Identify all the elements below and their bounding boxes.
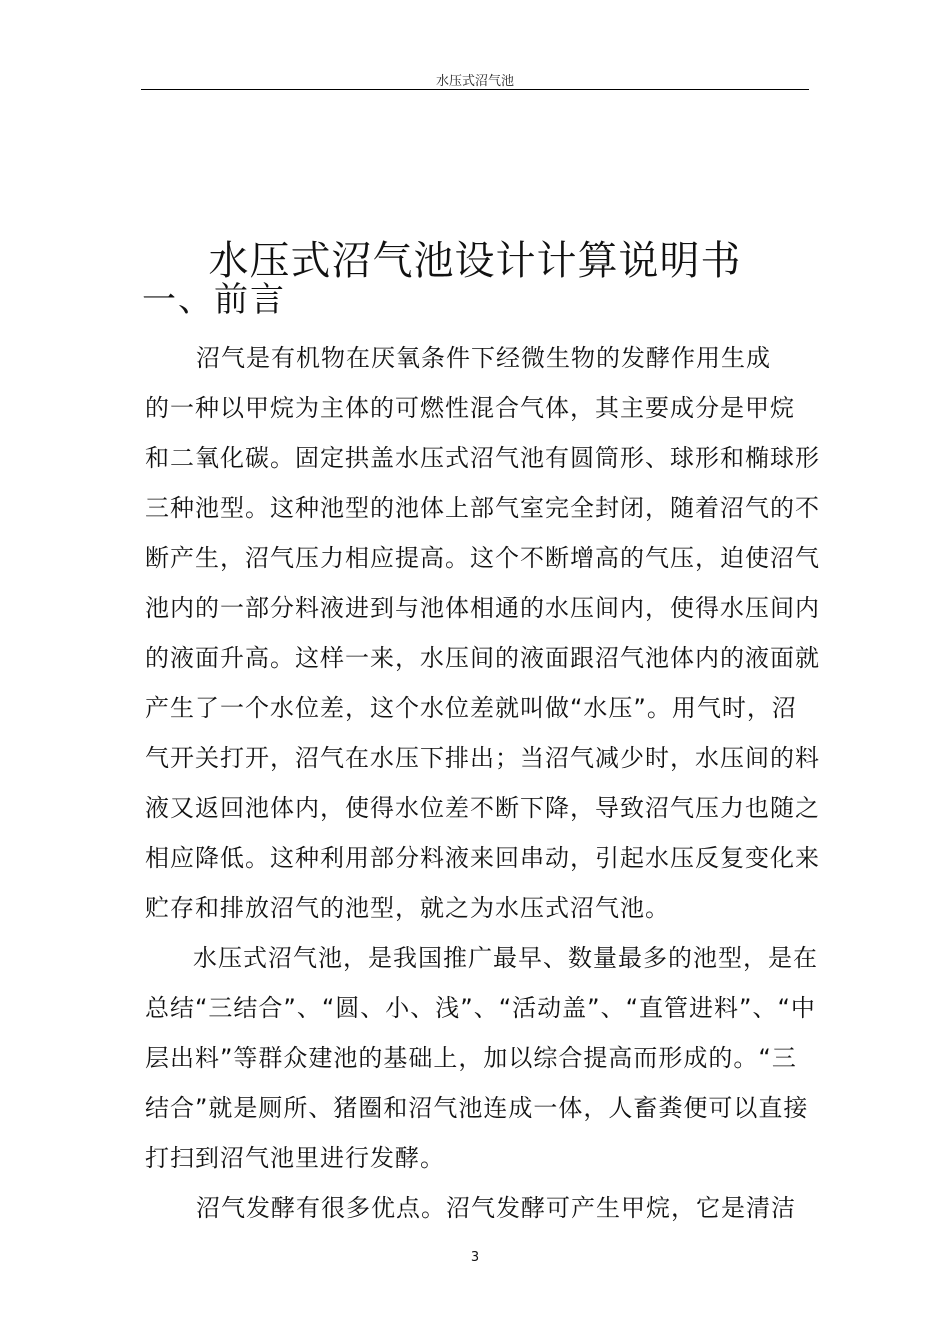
text-line: 的一种以甲烷为主体的可燃性混合气体，其主要成分是甲烷 <box>145 394 795 422</box>
text-line: 层出料”等群众建池的基础上，加以综合提高而形成的。“三 <box>145 1044 797 1072</box>
header-title: 水压式沼气池 <box>435 74 514 89</box>
text-line: 产生了一个水位差，这个水位差就叫做“水压”。用气时，沼 <box>145 694 797 722</box>
text-line: 贮存和排放沼气的池型，就之为水压式沼气池。 <box>145 894 670 922</box>
page-number: 3 <box>470 1250 480 1265</box>
text-line: 沼气发酵有很多优点。沼气发酵可产生甲烷，它是清洁 <box>196 1194 796 1222</box>
text-line: 结合”就是厕所、猪圈和沼气池连成一体，人畜粪便可以直接 <box>145 1094 809 1122</box>
text-line: 池内的一部分料液进到与池体相通的水压间内，使得水压间内 <box>145 594 820 622</box>
section-heading-preface: 一、前言 <box>142 280 286 320</box>
text-line: 的液面升高。这样一来，水压间的液面跟沼气池体内的液面就 <box>145 644 820 672</box>
text-line: 三种池型。这种池型的池体上部气室完全封闭，随着沼气的不 <box>145 494 820 522</box>
text-line: 打扫到沼气池里进行发酵。 <box>145 1144 445 1172</box>
text-line: 沼气是有机物在厌氧条件下经微生物的发酵作用生成 <box>196 344 771 372</box>
text-line: 液又返回池体内，使得水位差不断下降，导致沼气压力也随之 <box>145 794 820 822</box>
text-line: 相应降低。这种利用部分料液来回串动，引起水压反复变化来 <box>145 844 820 872</box>
text-line: 断产生，沼气压力相应提高。这个不断增高的气压，迫使沼气 <box>145 544 820 572</box>
header-divider <box>141 89 809 90</box>
text-line: 和二氧化碳。固定拱盖水压式沼气池有圆筒形、球形和椭球形 <box>145 444 820 472</box>
text-line: 总结“三结合”、“圆、小、浅”、“活动盖”、“直管进料”、“中 <box>145 994 816 1022</box>
text-line: 水压式沼气池，是我国推广最早、数量最多的池型，是在 <box>193 944 818 972</box>
document-title: 水压式沼气池设计计算说明书 <box>208 237 742 284</box>
text-line: 气开关打开，沼气在水压下排出；当沼气减少时，水压间的料 <box>145 744 820 772</box>
